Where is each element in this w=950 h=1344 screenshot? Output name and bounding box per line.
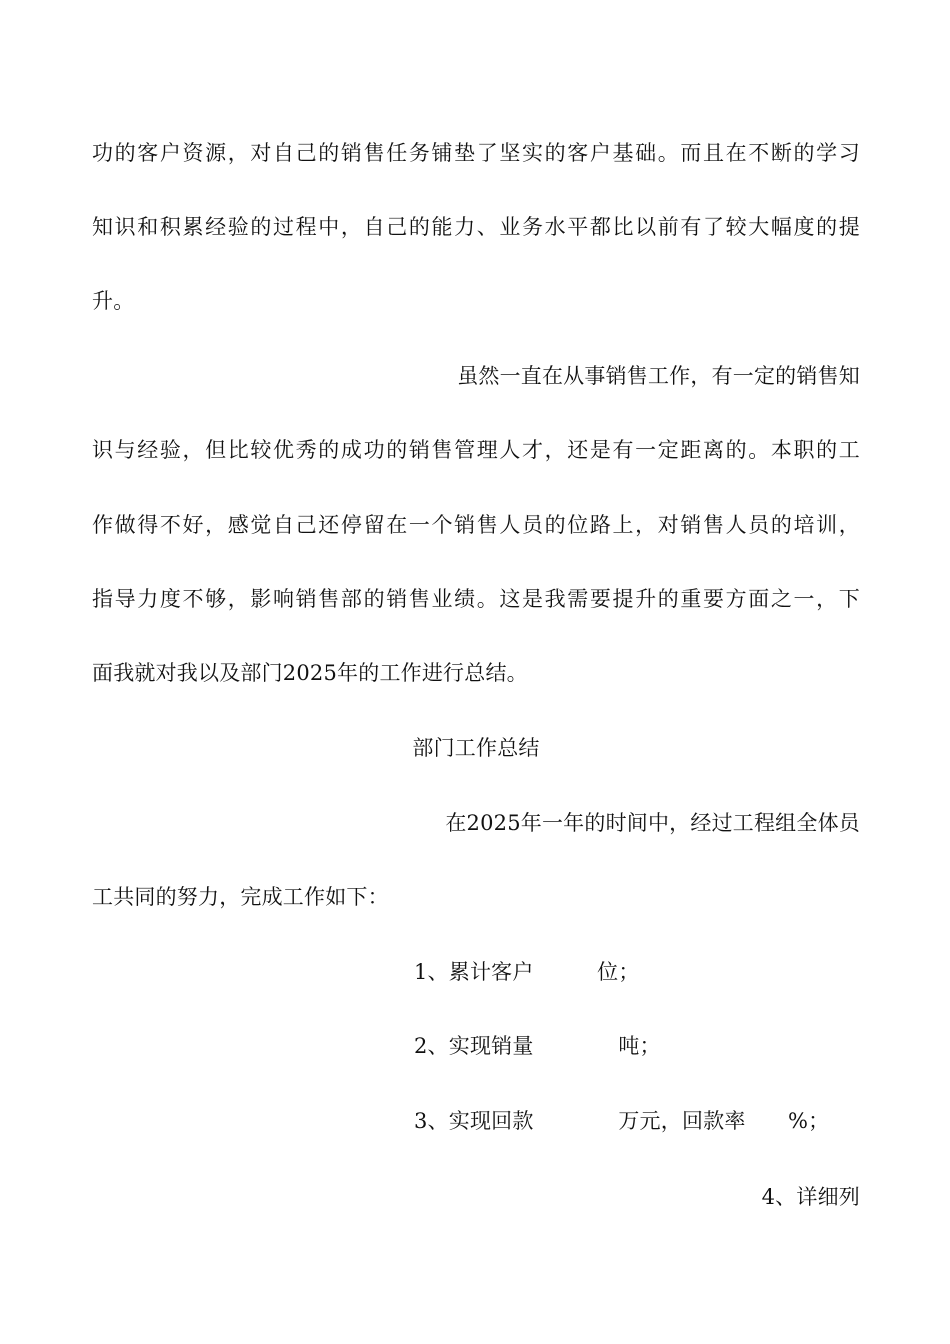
paragraph-line: 功的客户资源，对自己的销售任务铺垫了坚实的客户基础。而且在不断的学习 xyxy=(92,141,860,165)
paragraph-line: 知识和积累经验的过程中，自己的能力、业务水平都比以前有了较大幅度的提 xyxy=(92,215,860,239)
paragraph-line: 指导力度不够，影响销售部的销售业绩。这是我需要提升的重要方面之一，下 xyxy=(92,587,860,611)
section-title: 部门工作总结 xyxy=(412,736,540,760)
paragraph-line: 面我就对我以及部门2025年的工作进行总结。 xyxy=(92,661,528,685)
paragraph-line: 在2025年一年的时间中，经过工程组全体员 xyxy=(445,811,860,835)
paragraph-line: 工共同的努力，完成工作如下： xyxy=(92,885,389,909)
paragraph-line: 识与经验，但比较优秀的成功的销售管理人才，还是有一定距离的。本职的工 xyxy=(92,438,860,462)
list-item: 4、详细列 xyxy=(761,1185,860,1209)
paragraph-line: 虽然一直在从事销售工作，有一定的销售知 xyxy=(457,364,860,388)
paragraph-line: 作做得不好，感觉自己还停留在一个销售人员的位路上，对销售人员的培训， xyxy=(92,513,860,537)
list-item: 1、累计客户 位； xyxy=(414,960,640,984)
paragraph-line: 升。 xyxy=(92,289,135,313)
list-item: 3、实现回款 万元，回款率 %； xyxy=(414,1109,830,1133)
list-item: 2、实现销量 吨； xyxy=(414,1034,661,1058)
